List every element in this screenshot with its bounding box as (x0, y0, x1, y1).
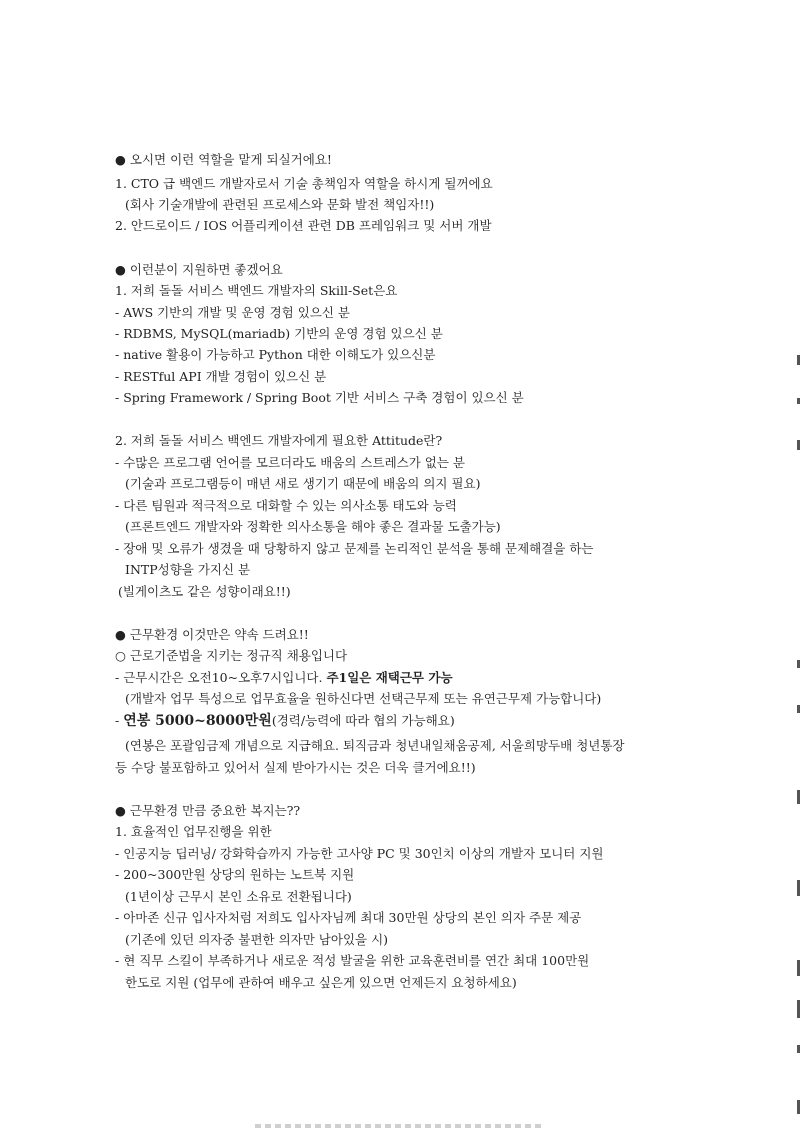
ideal-heading: ● 이런분이 지원하면 좋겠어요 (115, 262, 283, 277)
welfare-title: 1. 효율적인 업무진행을 위한 (115, 824, 272, 839)
skill-item: - RDBMS, MySQL(mariadb) 기반의 운영 경험 있으신 분 (115, 326, 443, 341)
welfare-item: - 아마존 신규 입사자처럼 저희도 입사자님께 최대 30만원 상당의 본인 의자 주문 제공 (115, 910, 582, 925)
labor-law-line: ○ 근로기준법을 지키는 정규직 채용입니다 (115, 648, 348, 663)
skill-title: 1. 저희 돌돌 서비스 백엔드 개발자의 Skill-Set은요 (115, 283, 398, 298)
welfare-note: (기존에 있던 의자중 불편한 의자만 남아있을 시) (125, 932, 389, 947)
salary-note-2: 등 수당 불포함하고 있어서 실제 받아가시는 것은 더욱 클거에요!!) (115, 760, 476, 775)
welfare-item: - 200~300만원 상당의 원하는 노트북 지원 (115, 867, 355, 882)
footer-faint-text (255, 1124, 545, 1128)
salary-note-1: (연봉은 포괄임금제 개념으로 지급해요. 퇴직금과 청년내일채움공제, 서울희망두배 청년통장 (125, 738, 625, 753)
role-line-2: (회사 기술개발에 관련된 프로세스와 문화 발전 책임자!!) (125, 197, 435, 212)
welfare-note: (1년이상 근무시 본인 소유로 전환됩니다) (125, 889, 352, 904)
salary-suffix: (경력/능력에 따라 협의 가능해요) (271, 713, 455, 728)
attitude-note: (기술과 프로그램등이 매년 새로 생기기 때문에 배움의 의지 필요) (125, 476, 481, 491)
environment-heading: ● 근무환경 이것만은 약속 드려요!! (115, 627, 309, 642)
welfare-item: - 현 직무 스킬이 부족하거나 새로운 적성 발굴을 위한 교육훈련비를 연간 최대 100만원 (115, 953, 590, 968)
work-hours-line (115, 669, 453, 687)
salary-dash: - (115, 713, 124, 728)
skill-item: - AWS 기반의 개발 및 운영 경험 있으신 분 (115, 305, 350, 320)
work-hours-text: - 근무시간은 오전10~오후7시입니다. (115, 670, 327, 685)
welfare-item-continued: 한도로 지원 (업무에 관하여 배우고 싶은게 있으면 언제든지 요청하세요) (125, 975, 517, 990)
scan-edge-marks (794, 0, 800, 1131)
remote-work-highlight: 주1일은 재택근무 가능 (326, 670, 453, 685)
salary-line (115, 712, 455, 730)
work-hours-note: (개발자 업무 특성으로 업무효율을 원하신다면 선택근무제 또는 유연근무제 가능합니다) (125, 691, 602, 706)
attitude-item: - 수많은 프로그램 언어를 모르더라도 배움의 스트레스가 없는 분 (115, 455, 465, 470)
role-line-3: 2. 안드로이드 / IOS 어플리케이션 관련 DB 프레임워크 및 서버 개발 (115, 218, 492, 233)
attitude-item-continued: INTP성향을 가지신 분 (125, 562, 251, 577)
role-heading: ● 오시면 이런 역할을 맡게 되실거에요! (115, 152, 332, 167)
skill-item: - native 활용이 가능하고 Python 대한 이해도가 있으신분 (115, 347, 436, 362)
skill-item: - RESTful API 개발 경험이 있으신 분 (115, 369, 327, 384)
attitude-title: 2. 저희 돌돌 서비스 백엔드 개발자에게 필요한 Attitude란? (115, 433, 443, 448)
welfare-item: - 인공지능 딥러닝/ 강화학습까지 가능한 고사양 PC 및 30인치 이상의 개발자 모니터 지원 (115, 846, 604, 861)
attitude-note: (빌게이츠도 같은 성향이래요!!) (118, 584, 291, 599)
role-line-1: 1. CTO 급 백엔드 개발자로서 기술 총책임자 역할을 하시게 될꺼에요 (115, 176, 493, 191)
attitude-note: (프론트엔드 개발자와 정확한 의사소통을 해야 좋은 결과물 도출가능) (125, 519, 501, 534)
attitude-item: - 다른 팀원과 적극적으로 대화할 수 있는 의사소통 태도와 능력 (115, 498, 457, 513)
skill-item: - Spring Framework / Spring Boot 기반 서비스 구축 경험이 있으신 분 (115, 390, 524, 405)
salary-highlight: 연봉 5000~8000만원 (123, 713, 272, 729)
welfare-heading: ● 근무환경 만큼 중요한 복지는?? (115, 803, 301, 818)
attitude-item: - 장애 및 오류가 생겼을 때 당황하지 않고 문제를 논리적인 분석을 통해 문제해결을 하는 (115, 541, 594, 556)
